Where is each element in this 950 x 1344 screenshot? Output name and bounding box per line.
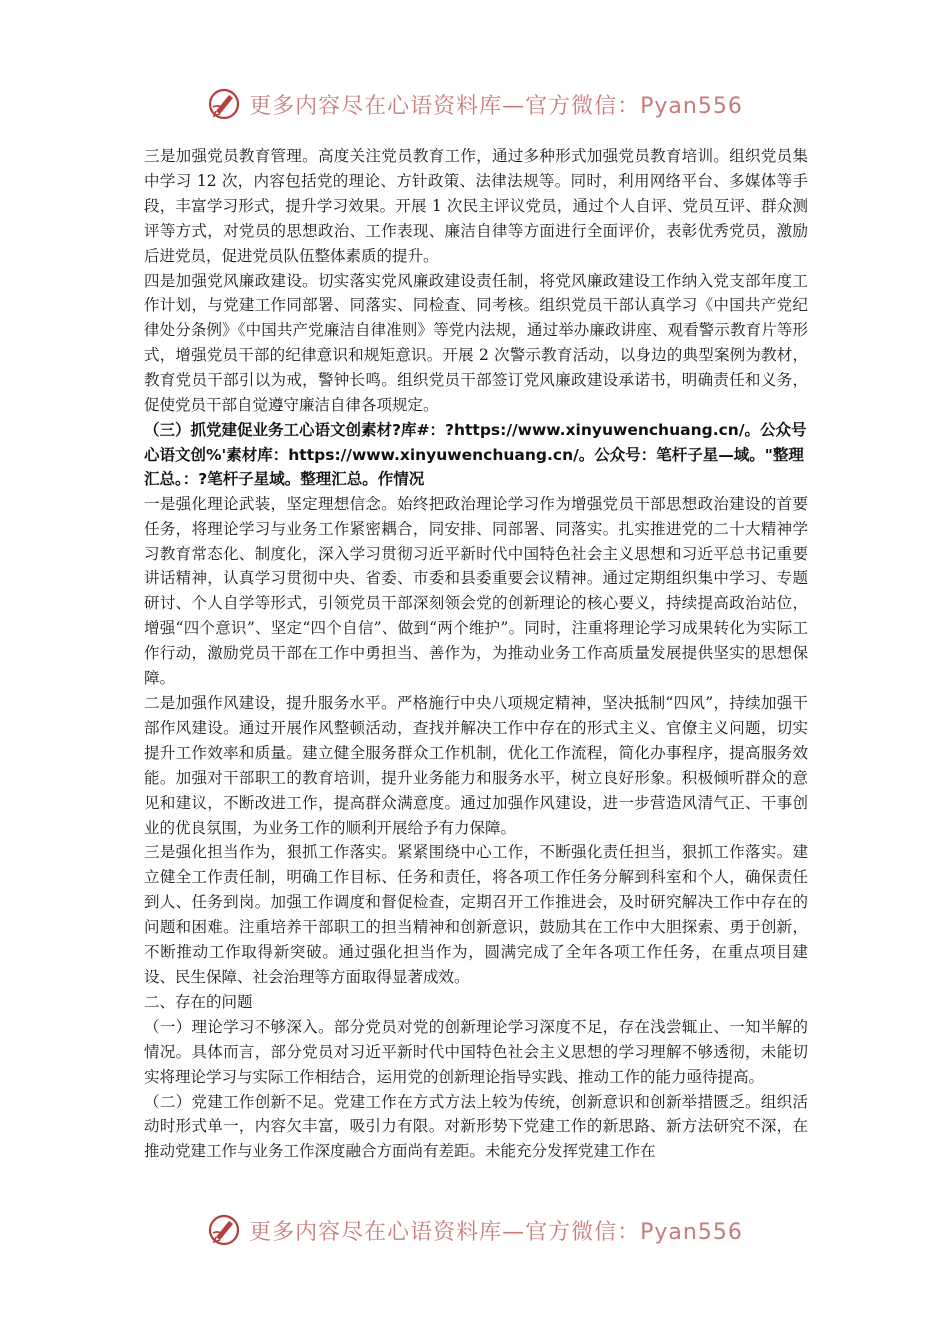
writing-hand-pen-icon xyxy=(207,87,241,121)
paragraph-theory-armament: 一是强化理论武装，坚定理想信念。始终把政治理论学习作为增强党员干部思想政治建设的首要任务，将理论学习与业务工作紧密耦合，同安排、同部署、同落实。扎实推进党的二十大精神学习教育常态化、制度化，深入学习贯彻习近平新时代中国特色社会主义思想和习近平总书记重要讲话精神，认真学习贯彻中央、省委、市委和县委重要会议精神。通过定期组织集中学习、专题研讨、个人自学等形式，引领党员干部深刻领会党的创新理论的核心要义，持续提高政治站位，增强“四个意识”、坚定“四个自信”、做到“两个维护”。同时，注重将理论学习成果转化为实际工作行动，激励党员干部在工作中勇担当、善作为，为推动业务工作高质量发展提供坚实的思想保障。 xyxy=(144,494,808,688)
paragraph-innovation-issue: （二）党建工作创新不足。党建工作在方式方法上较为传统，创新意识和创新举措匮乏。组织活动时形式单一，内容欠丰富，吸引力有限。对新形势下党建工作的新思路、新方法研究不深，在推动党建工作与业务工作深度融合方面尚有差距。未能充分发挥党建工作在 xyxy=(144,1092,808,1161)
paragraph-theory-study-issue: （一）理论学习不够深入。部分党员对党的创新理论学习深度不足，存在浅尝辄止、一知半解的情况。具体而言，部分党员对习近平新时代中国特色社会主义思想的学习理解不够透彻，未能切实将理论学习与实际工作相结合，运用党的创新理论指导实践、推动工作的能力亟待提高。 xyxy=(144,1017,808,1086)
paragraph-responsibility: 三是强化担当作为，狠抓工作落实。紧紧围绕中心工作，不断强化责任担当，狠抓工作落实。建立健全工作责任制，明确工作目标、任务和责任，将各项工作任务分解到科室和个人，确保责任到人、任务到岗。加强工作调度和督促检查，定期召开工作推进会，及时研究解决工作中存在的问题和困难。注重培养干部职工的担当精神和创新意识，鼓励其在工作中大胆探索、勇于创新，不断推动工作取得新突破。通过强化担当作为，圆满完成了全年各项工作任务，在重点项目建设、民生保障、社会治理等方面取得显著成效。 xyxy=(144,843,808,986)
section-heading-party-building-business: （三）抓党建促业务工心语文创素材?库#：?https://www.xinyuwenchuang.cn/。公众号心语文创%'素材库：https://www.xinyuwenchuang.cn/。公众号：笔杆子星—域。"整理汇总。：?笔杆子星域。整理汇总。作情况 xyxy=(144,420,807,489)
document-body xyxy=(144,144,808,1164)
footer-banner xyxy=(0,1210,950,1250)
section-title-existing-problems: 二、存在的问题 xyxy=(144,992,253,1011)
banner-text: 更多内容尽在心语资料库—官方微信：Pyan556 xyxy=(249,93,743,119)
paragraph-clean-governance: 四是加强党风廉政建设。切实落实党风廉政建设责任制，将党风廉政建设工作纳入党支部年度工作计划，与党建工作同部署、同落实、同检查、同考核。组织党员干部认真学习《中国共产党纪律处分条例》《中国共产党廉洁自律准则》等党内法规，通过举办廉政讲座、观看警示教育片等形式，增强党员干部的纪律意识和规矩意识。开展 2 次警示教育活动，以身边的典型案例为教材，教育党员干部引以为戒，警钟长鸣。组织党员干部签订党风廉政建设承诺书，明确责任和义务，促使党员干部自觉遵守廉洁自律各项规定。 xyxy=(144,271,808,415)
paragraph-work-style: 二是加强作风建设，提升服务水平。严格施行中央八项规定精神，坚决抵制“四风”，持续加强干部作风建设。通过开展作风整顿活动，查找并解决工作中存在的形式主义、官僚主义问题，切实提升工作效率和质量。建立健全服务群众工作机制，优化工作流程，简化办事程序，提高服务效能。加强对干部职工的教育培训，提升业务能力和服务水平，树立良好形象。积极倾听群众的意见和建议，不断改进工作，提高群众满意度。通过加强作风建设，进一步营造风清气正、干事创业的优良氛围，为业务工作的顺利开展给予有力保障。 xyxy=(144,694,808,837)
banner-text: 更多内容尽在心语资料库—官方微信：Pyan556 xyxy=(249,1219,743,1245)
paragraph-party-education: 三是加强党员教育管理。高度关注党员教育工作，通过多种形式加强党员教育培训。组织党员集中学习 12 次，内容包括党的理论、方针政策、法律法规等。同时，利用网络平台、多媒体等手段，丰富学习形式，提升学习效果。开展 1 次民主评议党员，通过个人自评、党员互评、群众测评等方式，对党员的思想政治、工作表现、廉洁自律等方面进行全面评价，表彰优秀党员，激励后进党员，促进党员队伍整体素质的提升。 xyxy=(144,147,808,265)
writing-hand-pen-icon xyxy=(207,1213,241,1247)
header-banner xyxy=(0,84,950,124)
